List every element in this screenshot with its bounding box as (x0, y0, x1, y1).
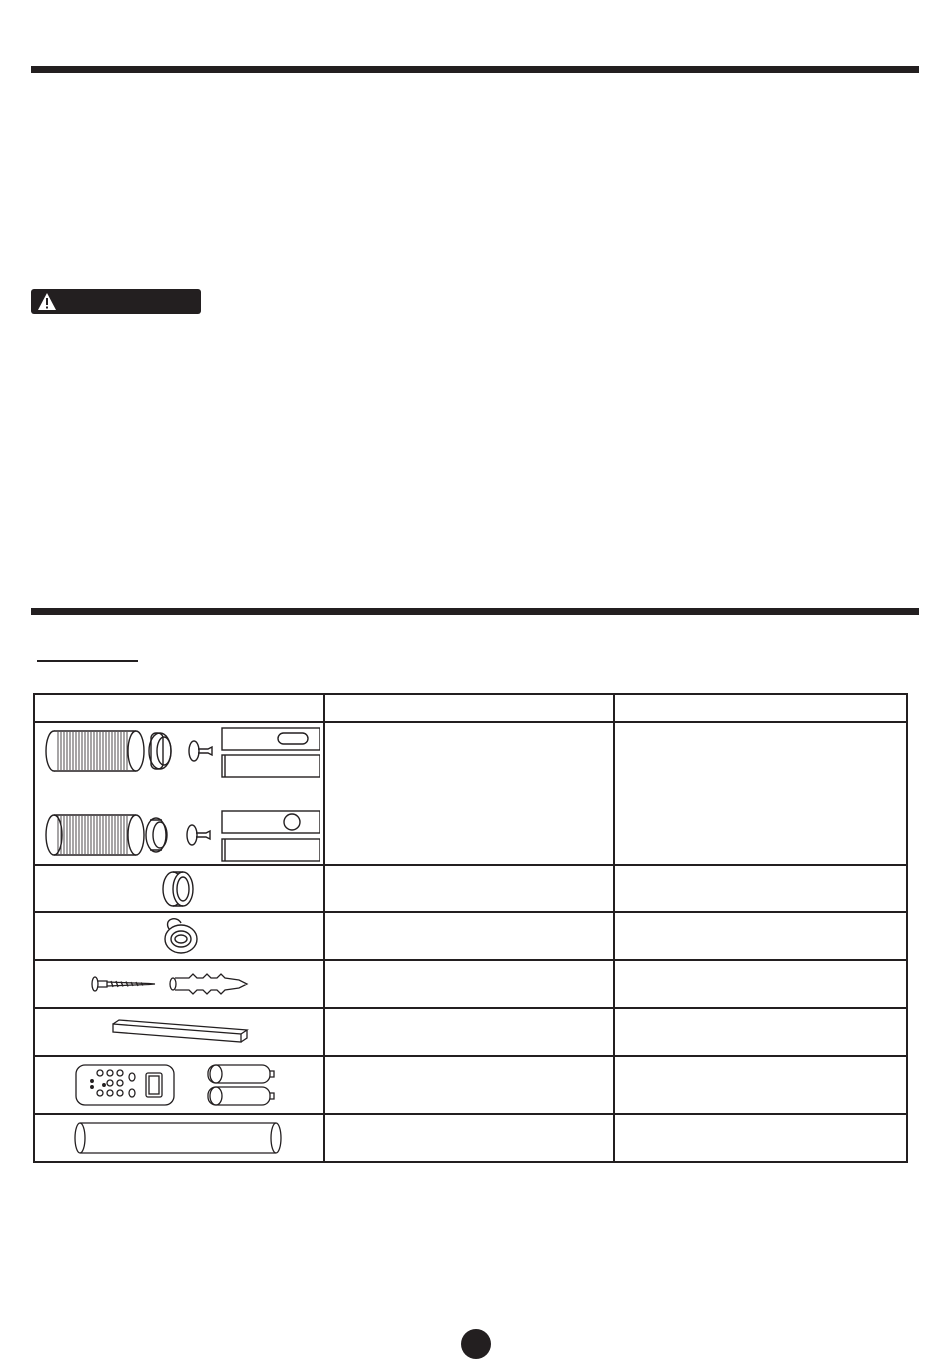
table-row (34, 865, 907, 912)
quantity-cell (614, 1008, 907, 1056)
quantity-cell (614, 722, 907, 865)
quantity-cell (614, 960, 907, 1008)
description-cell (324, 960, 614, 1008)
table-row (34, 912, 907, 960)
table-row (34, 960, 907, 1008)
description-cell (324, 722, 614, 865)
quantity-cell (614, 912, 907, 960)
page-number-dot (461, 1329, 491, 1359)
table-row (34, 1008, 907, 1056)
quantity-cell (614, 1114, 907, 1162)
hose-adapter-icon (149, 869, 209, 909)
quantity-cell (614, 1056, 907, 1114)
accessories-subheading-underline (37, 660, 138, 662)
description-cell (324, 912, 614, 960)
table-row (34, 722, 907, 865)
warning-badge (31, 289, 201, 314)
description-cell (324, 1114, 614, 1162)
accessories-table (33, 693, 908, 1163)
description-cell (324, 865, 614, 912)
header-cell-accessory (34, 694, 324, 722)
accessories-section-rule (31, 608, 919, 615)
exhaust-hose-kit-icon (38, 725, 320, 863)
accessory-image-cell (34, 865, 324, 912)
accessory-image-cell (34, 960, 324, 1008)
accessory-image-cell (34, 722, 324, 865)
screw-and-anchor-icon (89, 969, 269, 999)
top-section-rule (31, 66, 919, 73)
table-row (34, 1114, 907, 1162)
header-cell-description (324, 694, 614, 722)
accessory-image-cell (34, 1114, 324, 1162)
description-cell (324, 1056, 614, 1114)
table-row (34, 1056, 907, 1114)
accessory-image-cell (34, 912, 324, 960)
foam-seal-icon (109, 1018, 249, 1046)
remote-and-batteries-icon (74, 1059, 284, 1111)
warning-triangle-icon (37, 292, 57, 311)
accessory-image-cell (34, 1008, 324, 1056)
description-cell (324, 1008, 614, 1056)
quantity-cell (614, 865, 907, 912)
accessory-image-cell (34, 1056, 324, 1114)
drain-plug-icon (149, 915, 209, 957)
header-cell-quantity (614, 694, 907, 722)
table-header-row (34, 694, 907, 722)
drain-hose-icon (72, 1121, 286, 1155)
